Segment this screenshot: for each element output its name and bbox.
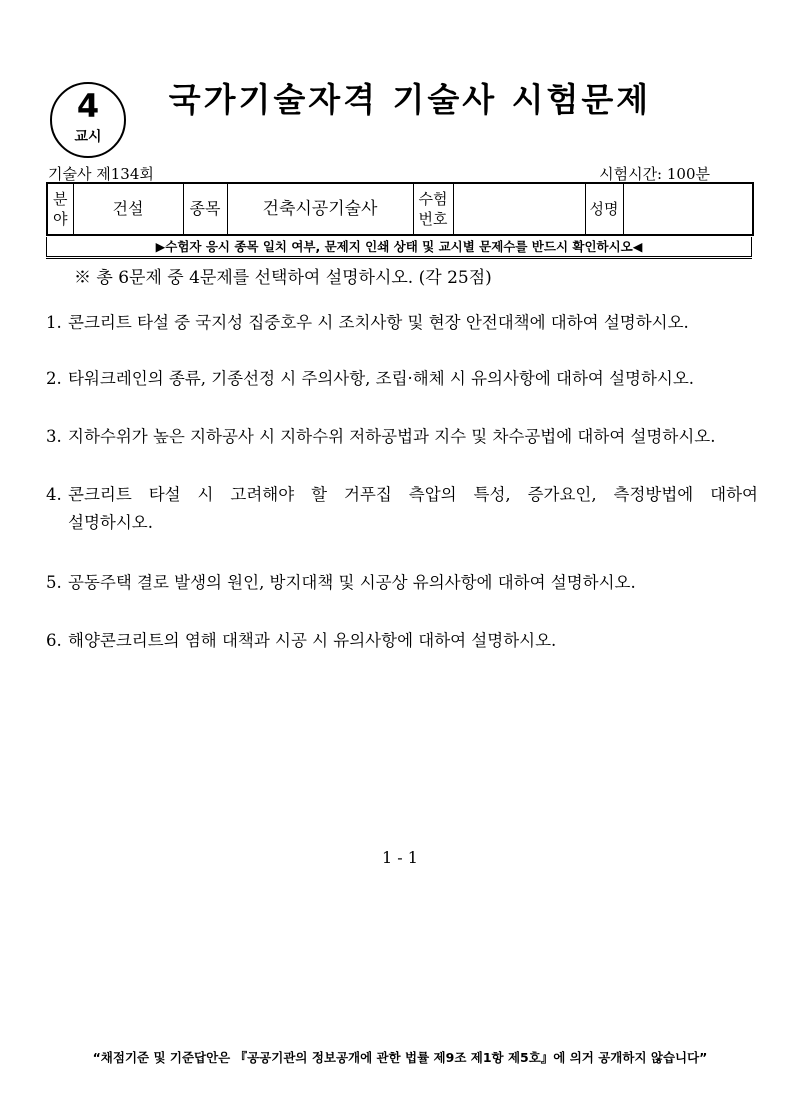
exam-number-label: 수험번호 bbox=[413, 183, 453, 235]
question-3 bbox=[46, 423, 758, 451]
exam-time: 시험시간: 100분 bbox=[599, 165, 710, 183]
name-field[interactable] bbox=[623, 183, 753, 235]
exam-number-field[interactable] bbox=[453, 183, 585, 235]
question-number: 4. bbox=[46, 485, 62, 504]
exam-title: 국가기술자격 기술사 시험문제 bbox=[168, 80, 652, 119]
question-4 bbox=[46, 481, 758, 537]
notice-bar: ▶수험자 응시 종목 일치 여부, 문제지 인쇄 상태 및 교시별 문제수를 반드시 확인하시오◀ bbox=[46, 237, 752, 257]
exam-info-table bbox=[46, 182, 754, 236]
name-label: 성명 bbox=[585, 183, 623, 235]
question-text: 해양콘크리트의 염해 대책과 시공 시 유의사항에 대하여 설명하시오. bbox=[68, 631, 557, 650]
question-text: 공동주택 결로 발생의 원인, 방지대책 및 시공상 유의사항에 대하여 설명하시오. bbox=[68, 573, 636, 592]
notice-divider bbox=[46, 258, 752, 259]
question-2 bbox=[46, 365, 758, 393]
question-number: 1. bbox=[46, 313, 62, 332]
question-number: 5. bbox=[46, 573, 62, 592]
question-5 bbox=[46, 569, 758, 597]
footer-note: “채점기준 및 기준답안은 『공공기관의 정보공개에 관한 법률 제9조 제1항 제5호』에 의거 공개하지 않습니다” bbox=[92, 1050, 708, 1065]
question-1 bbox=[46, 309, 758, 337]
page-number: 1 - 1 bbox=[382, 848, 418, 867]
question-number: 3. bbox=[46, 427, 62, 446]
period-label: 교시 bbox=[74, 129, 102, 145]
period-badge bbox=[50, 82, 126, 158]
question-text: 타워크레인의 종류, 기종선정 시 주의사항, 조립·해체 시 유의사항에 대하여 설명하시오. bbox=[68, 369, 695, 388]
instruction: ※ 총 6문제 중 4문제를 선택하여 설명하시오. (각 25점) bbox=[74, 268, 492, 288]
field-label: 분야 bbox=[47, 183, 73, 235]
question-text-continuation: 설명하시오. bbox=[68, 513, 153, 532]
question-number: 6. bbox=[46, 631, 62, 650]
question-6 bbox=[46, 627, 758, 655]
question-text: 콘크리트 타설 중 국지성 집중호우 시 조치사항 및 현장 안전대책에 대하여 설명하시오. bbox=[68, 313, 689, 332]
field-value: 건설 bbox=[73, 183, 183, 235]
period-number: 4 bbox=[76, 87, 100, 125]
category-value: 건축시공기술사 bbox=[227, 183, 413, 235]
grade-round: 기술사 제134회 bbox=[48, 165, 154, 183]
question-text: 콘크리트 타설 시 고려해야 할 거푸집 측압의 특성, 증가요인, 측정방법에 대하여 bbox=[68, 485, 758, 504]
category-label: 종목 bbox=[183, 183, 227, 235]
question-number: 2. bbox=[46, 369, 62, 388]
question-text: 지하수위가 높은 지하공사 시 지하수위 저하공법과 지수 및 차수공법에 대하여 설명하시오. bbox=[68, 427, 716, 446]
